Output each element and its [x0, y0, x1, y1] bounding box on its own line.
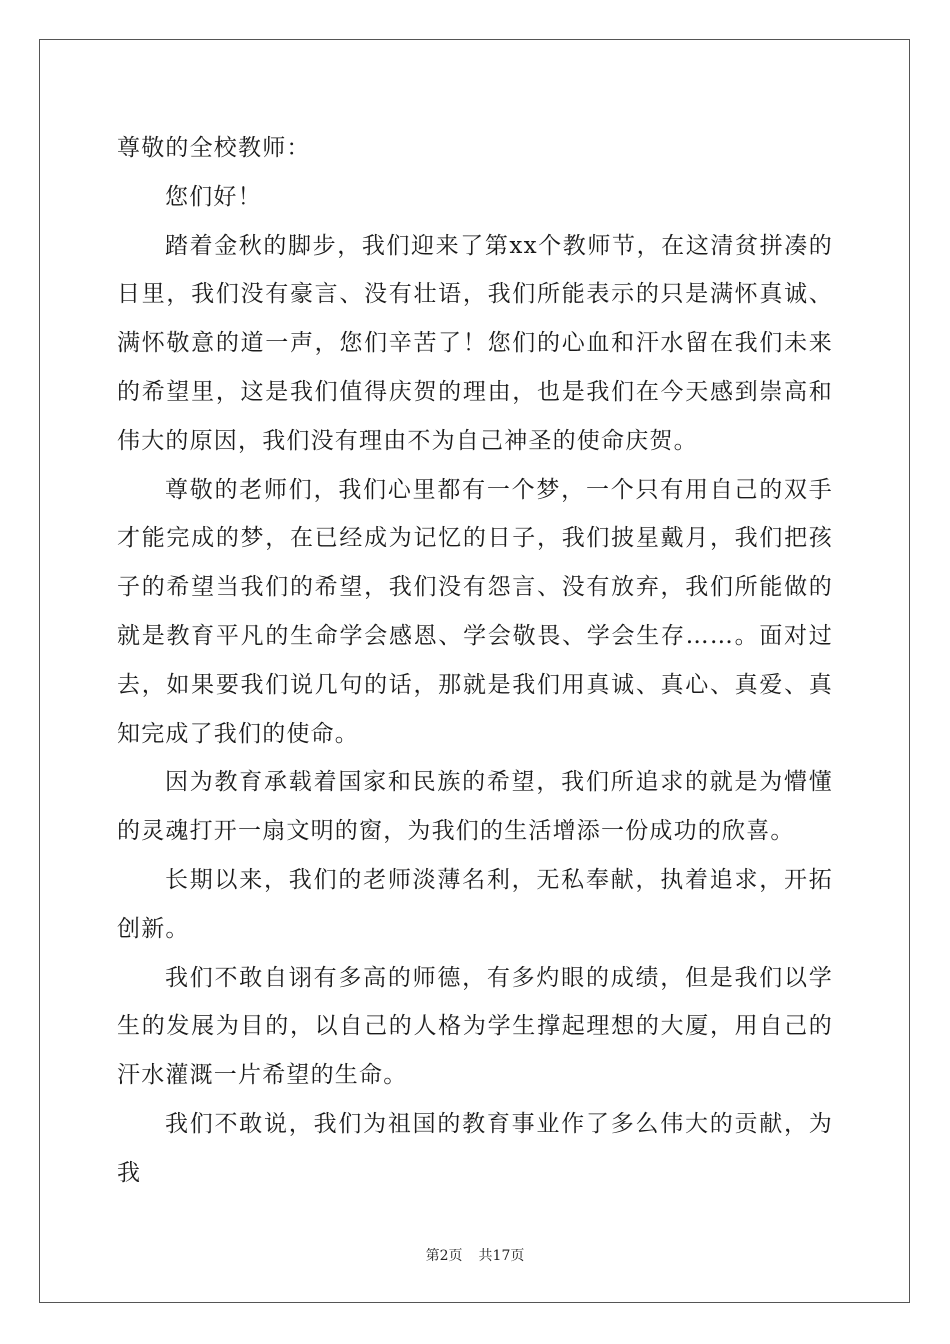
page-number: 第2页: [425, 1248, 463, 1264]
paragraph: 我们不敢说，我们为祖国的教育事业作了多么伟大的贡献，为我: [117, 1110, 833, 1186]
paragraph: 我们不敢自诩有多高的师德，有多灼眼的成绩，但是我们以学生的发展为目的，以自己的人格为学生撑起理想的大厦，用自己的汗水灌溉一片希望的生命。: [117, 964, 833, 1089]
page-total: 共17页: [478, 1248, 525, 1264]
paragraph: 踏着金秋的脚步，我们迎来了第xx个教师节，在这清贫拼凑的日里，我们没有豪言、没有壮语，我们所能表示的只是满怀真诚、满怀敬意的道一声，您们辛苦了！您们的心血和汗水留在我们未来的希望里，这是我们值得庆贺的理由，也是我们在今天感到崇高和伟大的原因，我们没有理由不为自己神圣的使命庆贺。: [117, 232, 833, 454]
paragraph: 长期以来，我们的老师淡薄名利，无私奉献，执着追求，开拓创新。: [117, 866, 833, 942]
salutation: 尊敬的全校教师：: [117, 135, 311, 161]
paragraph-greeting: 您们好！: [165, 183, 262, 210]
document-body: [117, 124, 833, 1198]
paragraph: 尊敬的老师们，我们心里都有一个梦，一个只有用自己的双手才能完成的梦，在已经成为记忆的日子，我们披星戴月，我们把孩子的希望当我们的希望，我们没有怨言、没有放弃，我们所能做的就是教育平凡的生命学会感恩、学会敬畏、学会生存……。面对过去，如果要我们说几句的话，那就是我们用真诚、真心、真爱、真知完成了我们的使命。: [117, 476, 833, 747]
page-footer: [0, 1245, 950, 1265]
paragraph: 因为教育承载着国家和民族的希望，我们所追求的就是为懵懂的灵魂打开一扇文明的窗，为我们的生活增添一份成功的欣喜。: [117, 769, 833, 845]
